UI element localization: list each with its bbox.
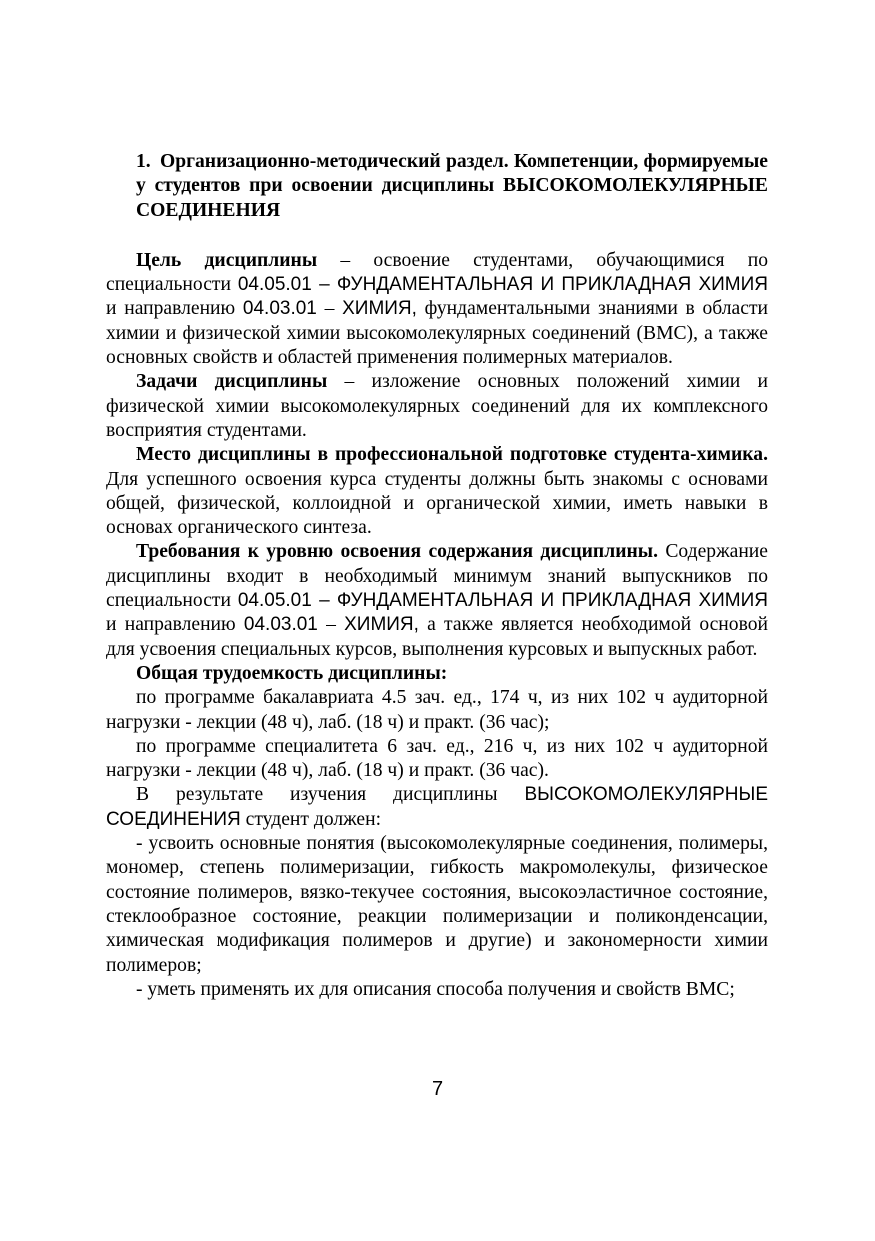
- requirements-label: Требования к уровню освоения содержания дисциплины.: [136, 541, 658, 563]
- workload-bachelor: по программе бакалавриата 4.5 зач. ед., 174 ч, из них 102 ч аудиторной нагрузки - лекции (48 ч), лаб. (18 ч) и практ. (36 час);: [106, 687, 768, 733]
- workload-heading: [106, 662, 768, 686]
- goal-specialty: 04.05.01 – ФУНДАМЕНТАЛЬНАЯ И ПРИКЛАДНАЯ ХИМИЯ: [237, 274, 768, 296]
- requirements-direction-name: ХИМИЯ,: [344, 614, 419, 636]
- list-item: - уметь применять их для описания способа получения и свойств ВМС;: [136, 978, 735, 1000]
- section-heading: [106, 150, 768, 223]
- result-discipline: ВЫСОКОМОЛЕКУЛЯРНЫЕ СОЕДИНЕНИЯ: [106, 784, 768, 830]
- result-text-2: студент должен:: [240, 808, 382, 830]
- requirements-direction-code: 04.03.01: [243, 614, 318, 636]
- goal-direction-name: ХИМИЯ,: [342, 298, 417, 320]
- result-text-1: В результате изучения дисциплины: [136, 784, 525, 806]
- requirements-text-2: и направлению: [106, 614, 244, 636]
- section-title: Организационно-методический раздел. Компетенции, формируемые у студентов при освоении дисциплины: [136, 151, 768, 197]
- goal-text-3: фундаментальными знаниями в области химии и физической химии высокомолекулярных соединений (ВМС), а также основных свойств и областей применения полимерных материалов.: [106, 298, 768, 369]
- place-paragraph: [106, 443, 768, 540]
- list-item: - усвоить основные понятия (высокомолекулярные соединения, полимеры, мономер, степень полимеризации, гибкость макромолекулы, физическое состояние полимеров, вязко-текучее состояния, высокоэластичное состояние, стеклообразное состояние, реакции полимеризации и поликонденсации, химическая модификация полимеров и другие) и закономерности химии полимеров;: [106, 833, 768, 976]
- requirements-text-1: Содержание дисциплины входит в необходимый минимум знаний выпускников по специальности: [106, 541, 768, 612]
- requirements-text-3: а также является необходимой основой для усвоения специальных курсов, выполнения курсовых и выпускных работ.: [106, 614, 768, 660]
- document-page: [106, 150, 768, 1002]
- section-discipline: ВЫСОКОМОЛЕКУЛЯРНЫЕ СОЕДИНЕНИЯ: [136, 175, 768, 221]
- place-text: Для успешного освоения курса студенты должны быть знакомы с основами общей, физической, коллоидной и органической химии, иметь навыки в основах органического синтеза.: [106, 468, 768, 539]
- tasks-paragraph: [106, 370, 768, 443]
- section-number: 1.: [136, 151, 151, 172]
- goal-text-1: – освоение студентами, обучающимися по специальности: [106, 249, 768, 296]
- goal-text-2: и направлению: [106, 298, 243, 320]
- workload-label: Общая трудоемкость дисциплины:: [136, 662, 448, 684]
- goal-label: Цель дисциплины: [136, 249, 318, 271]
- requirements-paragraph: [106, 540, 768, 661]
- tasks-label: Задачи дисциплины: [136, 371, 328, 393]
- page-number: 7: [431, 1078, 444, 1100]
- goal-direction-code: 04.03.01: [242, 298, 317, 320]
- goal-paragraph: [106, 249, 768, 370]
- requirements-specialty: 04.05.01 – ФУНДАМЕНТАЛЬНАЯ И ПРИКЛАДНАЯ ХИМИЯ: [237, 590, 768, 612]
- place-label: Место дисциплины в профессиональной подготовке студента-химика.: [136, 444, 768, 466]
- goal-dash: –: [316, 298, 343, 320]
- requirements-dash: –: [317, 614, 345, 636]
- workload-specialist: по программе специалитета 6 зач. ед., 216 ч, из них 102 ч аудиторной нагрузки - лекции (48 ч), лаб. (18 ч) и практ. (36 час).: [106, 735, 768, 782]
- tasks-text: – изложение основных положений химии и физической химии высокомолекулярных соединений для их комплексного восприятия студентами.: [106, 371, 768, 441]
- result-paragraph: [106, 783, 768, 832]
